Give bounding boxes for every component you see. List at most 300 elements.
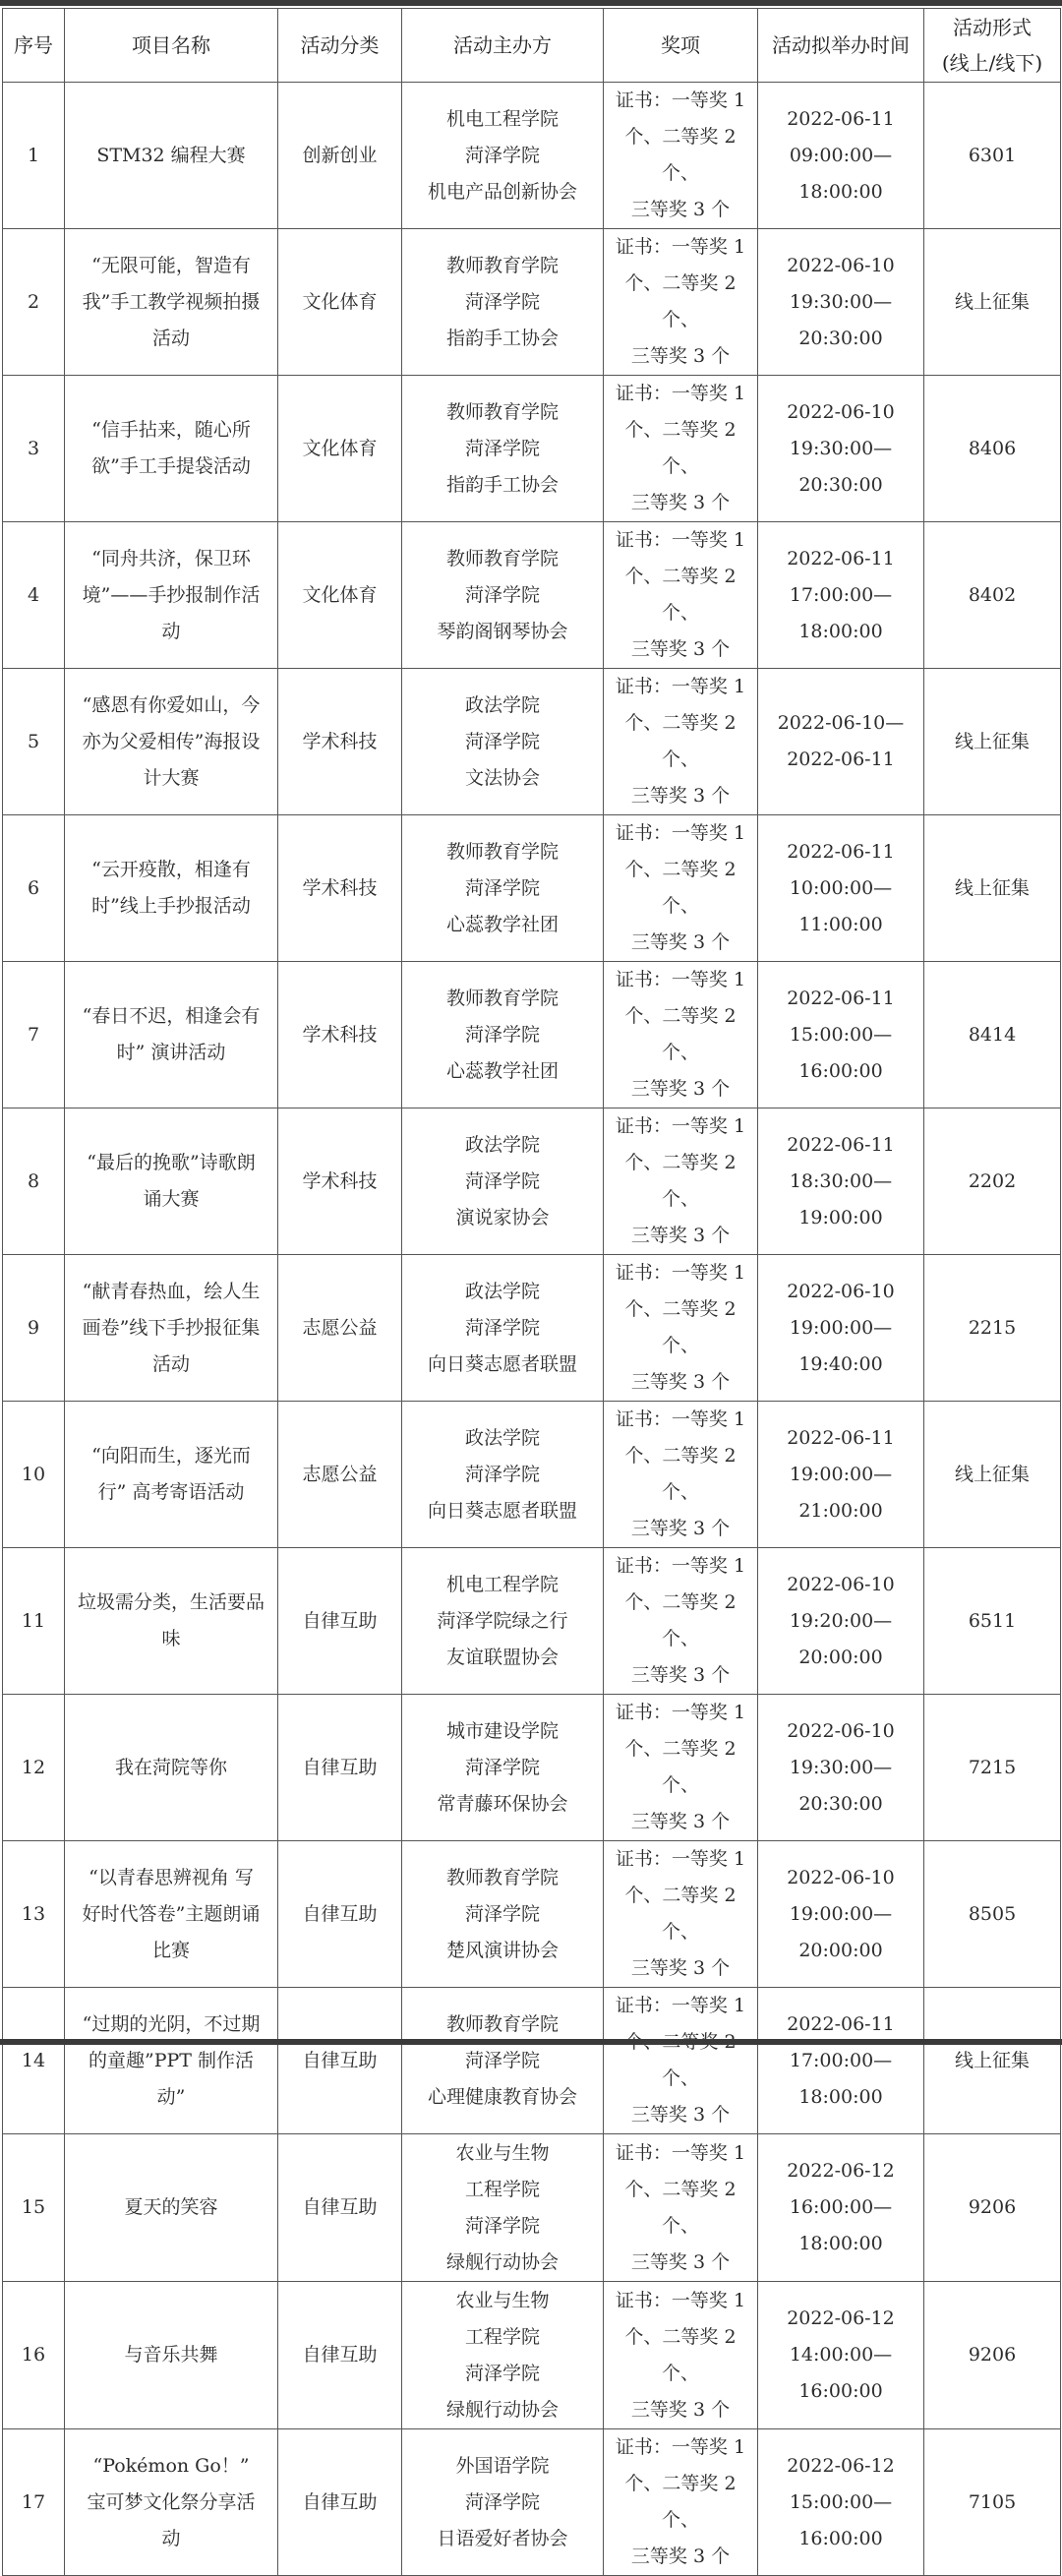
cell-prize <box>604 1841 758 1988</box>
cell-name-line: 与音乐共舞 <box>124 2344 218 2366</box>
cell-no: 8 <box>3 1108 65 1255</box>
cell-name-line: 我在菏院等你 <box>114 1756 227 1778</box>
cell-name-line: “云开疫散，相逢有 <box>91 859 251 880</box>
cell-host-line: 演说家协会 <box>455 1206 550 1228</box>
cell-prize <box>604 83 758 229</box>
cell-name <box>65 229 278 376</box>
cell-time-line: 2022-06-12 <box>787 2307 895 2329</box>
cell-prize <box>604 1402 758 1548</box>
cell-time-line: 10:00:00— <box>789 876 893 899</box>
table-row <box>3 1108 1061 1255</box>
cell-prize-line: 三等奖 3 个 <box>630 785 731 807</box>
cell-host-line: 日语爱好者协会 <box>437 2527 568 2549</box>
cell-time <box>758 669 924 815</box>
cell-time-line: 18:00:00 <box>798 2085 883 2108</box>
cell-host-line: 心理健康教育协会 <box>427 2085 577 2108</box>
table-body <box>3 83 1061 2576</box>
cell-host-line: 工程学院 <box>464 2325 540 2348</box>
cell-name-line: 亦为父爱相传”海报设 <box>82 730 261 752</box>
cell-category: 学术科技 <box>278 815 402 962</box>
cell-time-line: 2022-06-10 <box>787 1866 895 1888</box>
cell-form: 7215 <box>924 1695 1061 1841</box>
cell-time-line: 2022-06-11 <box>787 1426 895 1449</box>
cell-no: 5 <box>3 669 65 815</box>
cell-time-line: 18:00:00 <box>798 2233 883 2254</box>
cell-category: 自律互助 <box>278 1988 402 2134</box>
cell-prize-line: 个、二等奖 2 个、 <box>624 859 737 917</box>
header-host: 活动主办方 <box>402 9 604 83</box>
header-form-sub: (线上/线下) <box>941 51 1043 75</box>
cell-name <box>65 1402 278 1548</box>
cell-no: 4 <box>3 522 65 669</box>
cell-host-line: 机电工程学院 <box>445 107 559 130</box>
cell-time-line: 15:00:00— <box>789 1023 893 1046</box>
cell-prize-line: 个、二等奖 2 个、 <box>624 1152 737 1210</box>
cell-prize-line: 证书：一等奖 1 <box>615 1115 746 1137</box>
cell-category: 自律互助 <box>278 2282 402 2429</box>
cell-time-line: 20:00:00 <box>798 1939 883 1961</box>
cell-host-line: 菏泽学院 <box>464 144 540 166</box>
cell-prize-line: 证书：一等奖 1 <box>615 2141 746 2164</box>
cell-name-line: 活动 <box>151 327 190 349</box>
table-row <box>3 83 1061 229</box>
cell-host <box>402 1988 604 2134</box>
cell-prize-line: 证书：一等奖 1 <box>615 383 746 404</box>
cell-no: 10 <box>3 1402 65 1548</box>
header-name: 项目名称 <box>65 9 278 83</box>
cell-name <box>65 815 278 962</box>
cell-host <box>402 2282 604 2429</box>
cell-host <box>402 1841 604 1988</box>
cell-name-line: 我”手工教学视频拍摄 <box>82 290 261 313</box>
cell-name <box>65 2429 278 2576</box>
cell-time-line: 17:00:00— <box>789 2049 893 2071</box>
cell-prize-line: 证书：一等奖 1 <box>615 1408 746 1430</box>
cell-prize-line: 证书：一等奖 1 <box>615 529 746 551</box>
cell-host-line: 教师教育学院 <box>445 2012 559 2035</box>
cell-time <box>758 2429 924 2576</box>
cell-prize-line: 证书：一等奖 1 <box>615 2436 746 2458</box>
cell-prize-line: 三等奖 3 个 <box>630 1078 731 1100</box>
cell-prize <box>604 1548 758 1695</box>
cell-host-line: 菏泽学院 <box>464 2214 540 2237</box>
cell-prize-line: 个、二等奖 2 个、 <box>624 2473 737 2531</box>
cell-name-line: “春日不迟，相逢会有 <box>82 1005 261 1027</box>
cell-prize-line: 三等奖 3 个 <box>630 199 731 220</box>
cell-time-line: 2022-06-10 <box>787 1573 895 1595</box>
header-prize: 奖项 <box>604 9 758 83</box>
cell-category: 自律互助 <box>278 1841 402 1988</box>
cell-form: 8402 <box>924 522 1061 669</box>
cell-time <box>758 1255 924 1402</box>
cell-name-line: 比赛 <box>151 1939 190 1961</box>
cell-prize <box>604 2134 758 2282</box>
cell-time <box>758 1988 924 2134</box>
cell-form: 6511 <box>924 1548 1061 1695</box>
cell-prize-line: 个、二等奖 2 个、 <box>624 1591 737 1649</box>
cell-host-line: 菏泽学院 <box>464 1902 540 1925</box>
cell-category: 自律互助 <box>278 1695 402 1841</box>
cell-prize <box>604 376 758 522</box>
cell-name <box>65 1108 278 1255</box>
cell-time-line: 20:30:00 <box>798 327 883 349</box>
cell-no: 9 <box>3 1255 65 1402</box>
cell-form: 线上征集 <box>924 669 1061 815</box>
cell-category: 自律互助 <box>278 1548 402 1695</box>
cell-name <box>65 2282 278 2429</box>
cell-form: 7105 <box>924 2429 1061 2576</box>
cell-category: 自律互助 <box>278 2429 402 2576</box>
cell-prize-line: 个、二等奖 2 个、 <box>624 2178 737 2237</box>
cell-prize-line: 三等奖 3 个 <box>630 1518 731 1539</box>
cell-prize-line: 个、二等奖 2 个、 <box>624 1445 737 1503</box>
cell-name-line: “感恩有你爱如山，今 <box>82 693 261 716</box>
cell-name-line: STM32 编程大赛 <box>96 144 246 166</box>
cell-name <box>65 1255 278 1402</box>
cell-host-line: 机电工程学院 <box>445 1573 559 1595</box>
cell-host-line: 菏泽学院 <box>464 437 540 459</box>
cell-name-line: “向阳而生，逐光而 <box>91 1445 251 1467</box>
cell-prize-line: 个、二等奖 2 个、 <box>624 712 737 770</box>
cell-time-line: 19:00:00— <box>789 1463 893 1485</box>
cell-host-line: 菏泽学院 <box>464 730 540 752</box>
cell-name-line: 诵大赛 <box>143 1188 200 1210</box>
cell-name-line: 动 <box>161 620 181 642</box>
cell-prize-line: 三等奖 3 个 <box>630 1225 731 1246</box>
cell-host-line: 菏泽学院 <box>464 1756 540 1778</box>
cell-category: 文化体育 <box>278 522 402 669</box>
cell-prize-line: 证书：一等奖 1 <box>615 969 746 990</box>
cell-host <box>402 962 604 1108</box>
cell-time-line: 2022-06-11 <box>787 2012 895 2035</box>
cell-name-line: 活动 <box>151 1352 190 1375</box>
cell-prize <box>604 1108 758 1255</box>
cell-host-line: 政法学院 <box>464 1426 540 1449</box>
cell-time <box>758 815 924 962</box>
cell-prize-line: 三等奖 3 个 <box>630 638 731 660</box>
header-form-label: 活动形式 <box>953 16 1032 39</box>
cell-prize <box>604 1988 758 2134</box>
cell-form: 9206 <box>924 2282 1061 2429</box>
cell-name-line: 欲”手工手提袋活动 <box>91 455 251 477</box>
cell-name-line: 垃圾需分类，生活要品 <box>77 1591 265 1613</box>
cell-no: 1 <box>3 83 65 229</box>
header-time: 活动拟举办时间 <box>758 9 924 83</box>
cell-time-line: 16:00:00 <box>798 1059 883 1082</box>
cell-prize-line: 个、二等奖 2 个、 <box>624 419 737 477</box>
cell-name-line: 的童趣”PPT 制作活 <box>88 2049 254 2071</box>
cell-name-line: 好时代答卷”主题朗诵 <box>82 1902 261 1925</box>
cell-prize-line: 证书：一等奖 1 <box>615 1995 746 2016</box>
cell-time-line: 2022-06-12 <box>787 2454 895 2477</box>
cell-name <box>65 522 278 669</box>
cell-name-line: “献青春热血，绘人生 <box>82 1280 261 1302</box>
cell-host-line: 教师教育学院 <box>445 400 559 423</box>
cell-prize-line: 三等奖 3 个 <box>630 931 731 953</box>
cell-time-line: 2022-06-10 <box>787 400 895 423</box>
cell-host <box>402 1695 604 1841</box>
cell-no: 15 <box>3 2134 65 2282</box>
header-no: 序号 <box>3 9 65 83</box>
cell-prize-line: 个、二等奖 2 个、 <box>624 126 737 184</box>
cell-host-line: 政法学院 <box>464 1133 540 1156</box>
cell-form: 8414 <box>924 962 1061 1108</box>
cell-no: 6 <box>3 815 65 962</box>
table-row <box>3 815 1061 962</box>
cell-time <box>758 1548 924 1695</box>
cell-prize <box>604 229 758 376</box>
cell-time-line: 20:30:00 <box>798 1792 883 1815</box>
cell-name-line: “无限可能，智造有 <box>91 254 251 276</box>
cell-category: 文化体育 <box>278 229 402 376</box>
cell-time-line: 16:00:00 <box>798 2380 883 2402</box>
cell-prize-line: 个、二等奖 2 个、 <box>624 1005 737 1063</box>
cell-host <box>402 1548 604 1695</box>
cell-form: 6301 <box>924 83 1061 229</box>
cell-time-line: 19:40:00 <box>798 1352 883 1375</box>
cell-name <box>65 1988 278 2134</box>
cell-host-line: 教师教育学院 <box>445 547 559 569</box>
cell-name <box>65 1841 278 1988</box>
cell-prize-line: 证书：一等奖 1 <box>615 822 746 844</box>
cell-time-line: 19:00:00 <box>798 1206 883 1228</box>
cell-host-line: 外国语学院 <box>455 2454 550 2477</box>
cell-prize-line: 证书：一等奖 1 <box>615 676 746 697</box>
table-row <box>3 2429 1061 2576</box>
cell-prize-line: 证书：一等奖 1 <box>615 2289 746 2311</box>
cell-name <box>65 376 278 522</box>
cell-prize-line: 三等奖 3 个 <box>630 2546 731 2567</box>
cell-time-line: 2022-06-12 <box>787 2160 895 2182</box>
cell-category: 自律互助 <box>278 2134 402 2282</box>
cell-time <box>758 1695 924 1841</box>
cell-prize-line: 证书：一等奖 1 <box>615 90 746 111</box>
table-row <box>3 1402 1061 1548</box>
cell-name <box>65 1548 278 1695</box>
cell-category: 学术科技 <box>278 1108 402 1255</box>
cell-time-line: 20:00:00 <box>798 1646 883 1668</box>
cell-time-line: 2022-06-10 <box>787 254 895 276</box>
cell-time-line: 2022-06-10 <box>787 1280 895 1302</box>
cell-time-line: 2022-06-11 <box>787 749 895 770</box>
cell-form: 8505 <box>924 1841 1061 1988</box>
cell-host-line: 菏泽学院 <box>464 876 540 899</box>
cell-prize-line: 三等奖 3 个 <box>630 1664 731 1686</box>
cell-host <box>402 229 604 376</box>
cell-time-line: 2022-06-10— <box>777 712 905 734</box>
cell-name-line: 夏天的笑容 <box>124 2196 218 2218</box>
cell-host-line: 农业与生物 <box>455 2289 550 2311</box>
cell-name <box>65 2134 278 2282</box>
cell-prize-line: 证书：一等奖 1 <box>615 1848 746 1870</box>
cell-host-line: 机电产品创新协会 <box>427 180 577 203</box>
cell-host-line: 文法协会 <box>464 766 540 789</box>
cell-category: 志愿公益 <box>278 1255 402 1402</box>
header-row <box>3 9 1061 83</box>
cell-time-line: 19:30:00— <box>789 1756 893 1778</box>
cell-host <box>402 815 604 962</box>
activity-table <box>2 8 1061 2576</box>
cell-time-line: 19:00:00— <box>789 1316 893 1339</box>
cell-prize-line: 三等奖 3 个 <box>630 492 731 513</box>
cell-name-line: 时” 演讲活动 <box>116 1042 226 1063</box>
cell-host-line: 友谊联盟协会 <box>445 1646 559 1668</box>
table-row <box>3 1695 1061 1841</box>
cell-time-line: 16:00:00— <box>789 2196 893 2218</box>
cell-host-line: 菏泽学院 <box>464 2362 540 2384</box>
cell-prize-line: 三等奖 3 个 <box>630 2250 731 2273</box>
cell-no: 17 <box>3 2429 65 2576</box>
cell-form: 8406 <box>924 376 1061 522</box>
cell-name-line: “信手拈来，随心所 <box>91 419 251 441</box>
cell-time <box>758 83 924 229</box>
cell-time-line: 2022-06-11 <box>787 107 895 130</box>
cell-time <box>758 2282 924 2429</box>
header-category: 活动分类 <box>278 9 402 83</box>
cell-host-line: 心蕊教学社团 <box>445 913 559 935</box>
cell-prize-line: 个、二等奖 2 个、 <box>624 1298 737 1356</box>
cell-host-line: 向日葵志愿者联盟 <box>427 1352 577 1375</box>
cell-prize <box>604 522 758 669</box>
cell-time-line: 20:30:00 <box>798 473 883 496</box>
table-row <box>3 1255 1061 1402</box>
cell-prize <box>604 962 758 1108</box>
cell-host <box>402 376 604 522</box>
cell-name-line: 计大赛 <box>143 766 200 789</box>
cell-host-line: 菏泽学院 <box>464 1316 540 1339</box>
cell-category: 志愿公益 <box>278 1402 402 1548</box>
cell-time <box>758 376 924 522</box>
table-row <box>3 962 1061 1108</box>
cell-host-line: 菏泽学院绿之行 <box>437 1609 568 1632</box>
cell-no: 14 <box>3 1988 65 2134</box>
cell-prize-line: 三等奖 3 个 <box>630 345 731 367</box>
cell-host-line: 楚风演讲协会 <box>445 1939 559 1961</box>
cell-category: 文化体育 <box>278 376 402 522</box>
cell-time-line: 14:00:00— <box>789 2344 893 2366</box>
cell-name-line: “同舟共济，保卫环 <box>91 547 251 569</box>
cell-time-line: 18:30:00— <box>789 1169 893 1192</box>
cell-name-line: “以青春思辨视角 写 <box>88 1866 254 1888</box>
cell-prize-line: 个、 <box>661 2067 699 2089</box>
table-row <box>3 1548 1061 1695</box>
cell-time-line: 19:00:00— <box>789 1902 893 1925</box>
cell-host <box>402 83 604 229</box>
cell-prize-line: 个、二等奖 2 个、 <box>624 1885 737 1943</box>
cell-host-line: 政法学院 <box>464 1280 540 1302</box>
cell-time-line: 16:00:00 <box>798 2527 883 2549</box>
cell-time-line: 17:00:00— <box>789 583 893 606</box>
cell-name-line: 行” 高考寄语活动 <box>97 1481 245 1503</box>
cell-time <box>758 1108 924 1255</box>
cell-host-line: 心蕊教学社团 <box>445 1059 559 1082</box>
table-row <box>3 2134 1061 2282</box>
cell-prize <box>604 2429 758 2576</box>
cell-form: 线上征集 <box>924 229 1061 376</box>
cell-form: 2215 <box>924 1255 1061 1402</box>
table-row <box>3 1841 1061 1988</box>
cell-prize <box>604 1695 758 1841</box>
cell-time <box>758 1841 924 1988</box>
cell-name-line: “Pokémon Go！” <box>92 2454 250 2477</box>
cell-host-line: 菏泽学院 <box>464 2490 540 2513</box>
table-row <box>3 669 1061 815</box>
cell-category: 学术科技 <box>278 669 402 815</box>
cell-prize-line: 个、二等奖 2 个、 <box>624 566 737 624</box>
cell-name-line: 境”——手抄报制作活 <box>82 583 261 606</box>
cell-host-line: 教师教育学院 <box>445 987 559 1009</box>
cell-prize-line: 三等奖 3 个 <box>630 1811 731 1832</box>
cell-time-line: 2022-06-11 <box>787 1133 895 1156</box>
cell-time-line: 19:20:00— <box>789 1609 893 1632</box>
cell-host <box>402 669 604 815</box>
cell-name <box>65 83 278 229</box>
cell-category: 学术科技 <box>278 962 402 1108</box>
cell-host-line: 指韵手工协会 <box>445 473 559 496</box>
cell-name-line: 画卷”线下手抄报征集 <box>82 1316 261 1339</box>
cell-prize-line: 三等奖 3 个 <box>630 2104 731 2126</box>
cell-time <box>758 962 924 1108</box>
table-row <box>3 522 1061 669</box>
cell-name-line: 动” <box>156 2085 186 2108</box>
table-row <box>3 229 1061 376</box>
cell-no: 12 <box>3 1695 65 1841</box>
cell-time-line: 11:00:00 <box>798 913 883 935</box>
cell-prize-line: 三等奖 3 个 <box>630 1371 731 1393</box>
cell-time-line: 2022-06-11 <box>787 987 895 1009</box>
cell-time-line: 18:00:00 <box>798 180 883 203</box>
cell-no: 13 <box>3 1841 65 1988</box>
cell-no: 7 <box>3 962 65 1108</box>
cell-prize-line: 个、二等奖 2 个、 <box>624 272 737 330</box>
cell-time-line: 19:30:00— <box>789 290 893 313</box>
cell-name-line: 动 <box>161 2527 181 2549</box>
cell-name-line: 时”线上手抄报活动 <box>91 895 251 917</box>
cell-no: 11 <box>3 1548 65 1695</box>
cell-time-line: 19:30:00— <box>789 437 893 459</box>
cell-prize-line: 个、二等奖 2 个、 <box>624 2325 737 2384</box>
cell-form: 线上征集 <box>924 1402 1061 1548</box>
cell-host-line: 指韵手工协会 <box>445 327 559 349</box>
cell-host-line: 政法学院 <box>464 693 540 716</box>
cell-form: 9206 <box>924 2134 1061 2282</box>
cell-host-line: 菏泽学院 <box>464 290 540 313</box>
cell-form: 2202 <box>924 1108 1061 1255</box>
cell-prize-line: 证书：一等奖 1 <box>615 236 746 258</box>
cell-time <box>758 1402 924 1548</box>
cell-prize-line: 三等奖 3 个 <box>630 2398 731 2421</box>
cell-host <box>402 1402 604 1548</box>
cell-no: 2 <box>3 229 65 376</box>
cell-host-line: 绿舰行动协会 <box>445 2398 559 2421</box>
cell-time <box>758 522 924 669</box>
cell-prize <box>604 1255 758 1402</box>
cell-host-line: 菏泽学院 <box>464 1463 540 1485</box>
table-row <box>3 1988 1061 2134</box>
cell-prize-line: 证书：一等奖 1 <box>615 1555 746 1577</box>
cell-host-line: 琴韵阁钢琴协会 <box>437 620 568 642</box>
cell-time-line: 2022-06-10 <box>787 1719 895 1742</box>
cell-form: 线上征集 <box>924 1988 1061 2134</box>
cell-time <box>758 2134 924 2282</box>
cell-name <box>65 962 278 1108</box>
cell-time-line: 2022-06-11 <box>787 547 895 569</box>
cell-host <box>402 522 604 669</box>
cell-prize-line: 个、二等奖 2 个、 <box>624 1738 737 1796</box>
cell-prize <box>604 2282 758 2429</box>
cell-host-line: 菏泽学院 <box>464 583 540 606</box>
cell-no: 16 <box>3 2282 65 2429</box>
